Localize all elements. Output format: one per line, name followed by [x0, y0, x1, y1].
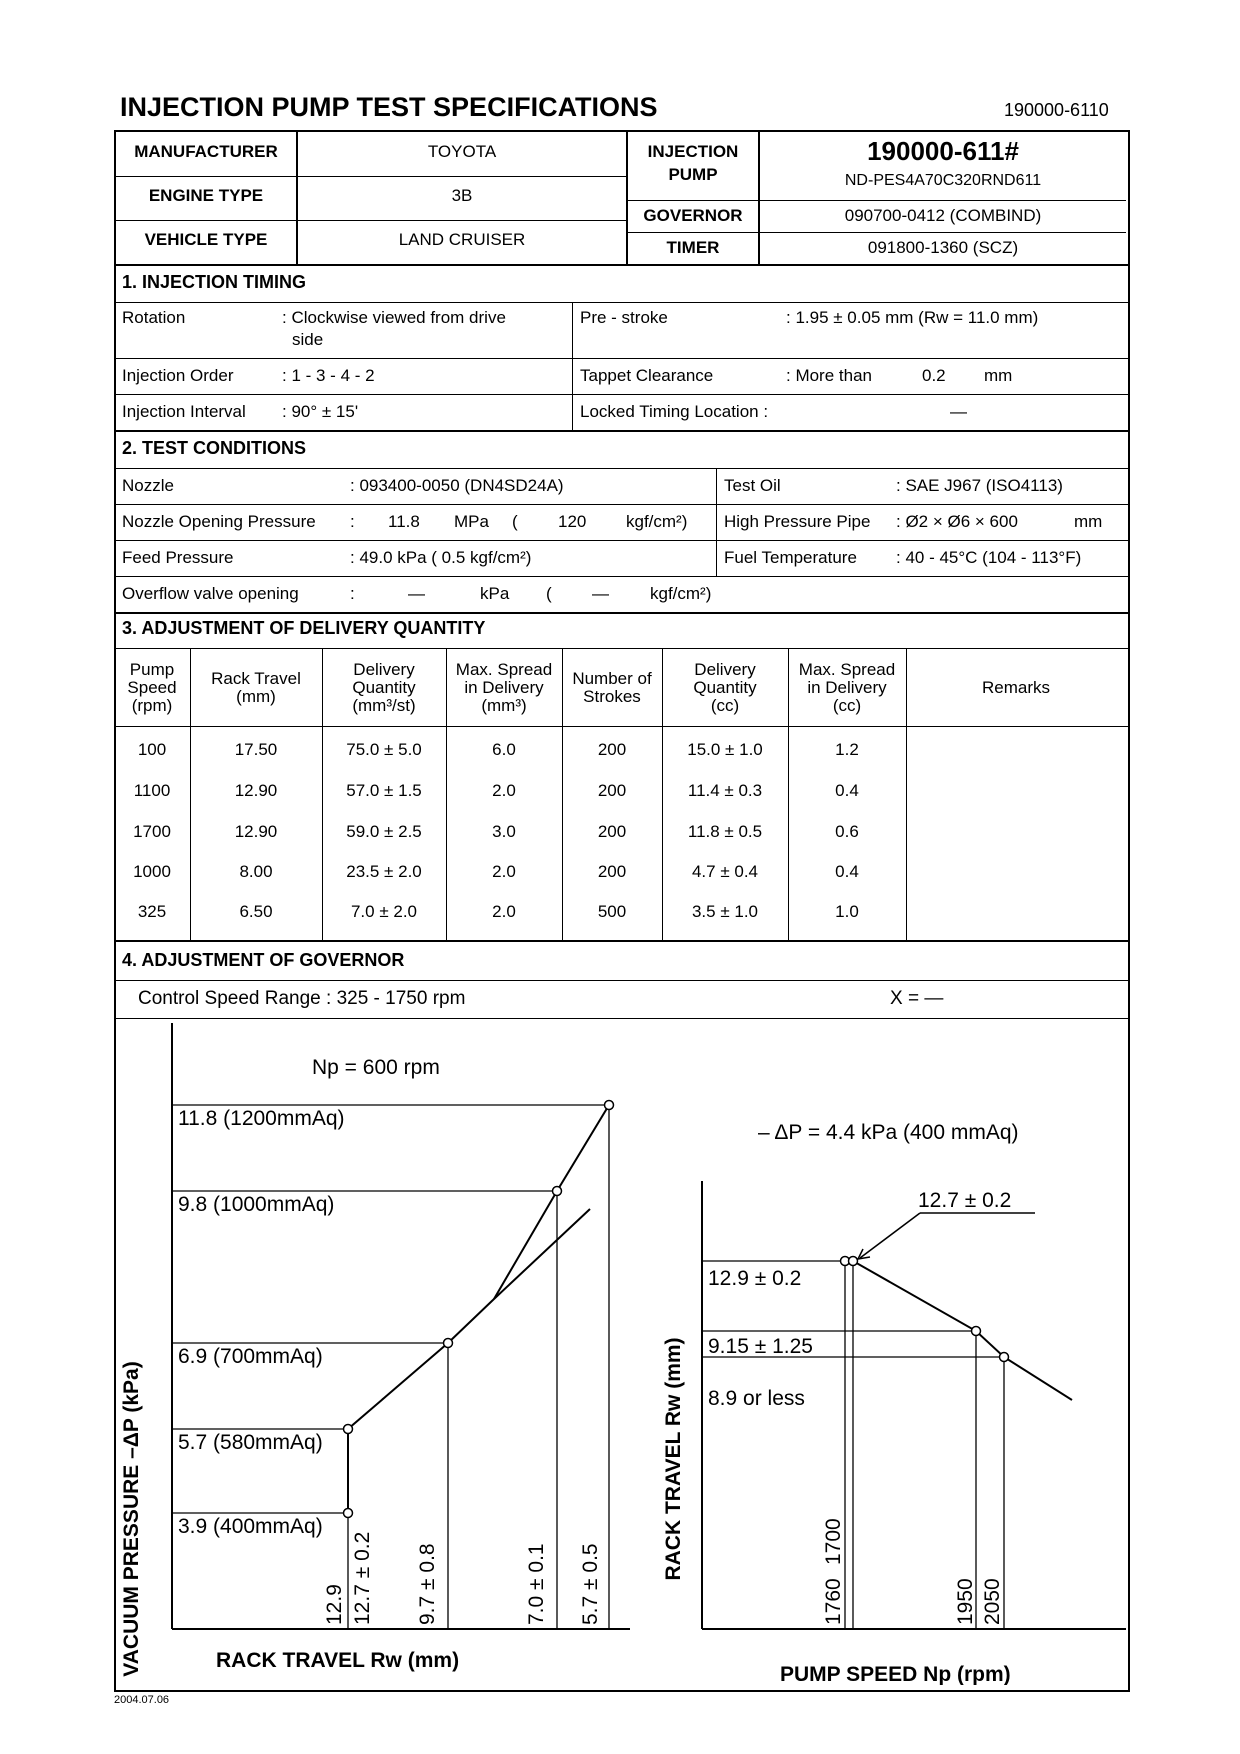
manufacturer-value: TOYOTA	[427, 142, 497, 161]
delivery-header-line: Number of	[572, 669, 652, 688]
table-cell: 23.5 ± 2.0	[346, 862, 422, 881]
table-cell: 7.0 ± 2.0	[350, 902, 418, 921]
section-injection-timing: 1. INJECTION TIMING	[122, 272, 307, 292]
table-cell: 57.0 ± 1.5	[346, 781, 422, 800]
delivery-header-line: Max. Spread	[455, 660, 553, 679]
injection-interval-value: : 90° ± 15'	[282, 402, 359, 421]
test-oil-label: Test Oil	[724, 476, 781, 495]
delivery-header-line: (mm)	[236, 687, 276, 706]
governor-curve	[348, 1105, 609, 1513]
pump-code: ND-PES4A70C320RND611	[844, 172, 1042, 189]
nop-paren: (	[512, 512, 518, 531]
vehicle-type-label: VEHICLE TYPE	[144, 230, 268, 249]
speed-mark-1950: 1950	[954, 1578, 977, 1625]
table-cell: 200	[597, 740, 627, 759]
governor-value: 090700-0412 (COMBIND)	[844, 206, 1042, 225]
delivery-header-line: (cc)	[832, 696, 862, 715]
table-cell: 12.90	[234, 781, 278, 800]
delta-p-label: – ΔP = 4.4 kPa (400 mmAq)	[758, 1121, 1019, 1144]
prestroke-label: Pre - stroke	[580, 308, 668, 327]
overflow-colon: :	[350, 584, 355, 603]
delivery-header-line: in Delivery	[464, 678, 544, 697]
high-pressure-pipe-unit: mm	[1074, 512, 1103, 531]
fuel-temperature-value: : 40 - 45°C (104 - 113°F)	[896, 548, 1082, 567]
control-speed-range: Control Speed Range : 325 - 1750 rpm	[138, 988, 466, 1009]
table-cell: 17.50	[234, 740, 278, 759]
rotation-value: : Clockwise viewed from drive	[282, 308, 506, 327]
rack-mark-7-0: 7.0 ± 0.1	[525, 1543, 548, 1625]
rack-travel-axis-label-right: RACK TRAVEL Rw (mm)	[662, 1337, 685, 1581]
nozzle-value: : 093400-0050 (DN4SD24A)	[350, 476, 564, 495]
delivery-header-line: (mm³)	[481, 696, 527, 715]
table-cell: 1.2	[835, 740, 859, 759]
delivery-header-line: (cc)	[710, 696, 740, 715]
speed-mark-1700: 1700	[822, 1518, 845, 1565]
engine-type-label: ENGINE TYPE	[148, 186, 264, 205]
injection-pump-label-1: INJECTION	[647, 142, 739, 161]
table-cell: 0.6	[835, 822, 859, 841]
overflow-paren: (	[546, 584, 552, 603]
table-cell: 4.7 ± 0.4	[691, 862, 759, 881]
table-cell: 200	[597, 822, 627, 841]
speed-mark-1760: 1760	[822, 1578, 845, 1625]
table-cell: 500	[597, 902, 627, 921]
document-number: 190000-6110	[1004, 100, 1109, 120]
table-cell: 100	[137, 740, 167, 759]
np-label: Np = 600 rpm	[312, 1056, 440, 1079]
level-label-5-7: 5.7 (580mmAq)	[178, 1431, 323, 1454]
nop-mpa-unit: MPa	[454, 512, 489, 531]
delivery-header-0	[114, 661, 190, 715]
table-cell: 8.00	[239, 862, 273, 881]
rack-travel-axis-label: RACK TRAVEL Rw (mm)	[216, 1649, 460, 1672]
page-title: INJECTION PUMP TEST SPECIFICATIONS	[120, 92, 658, 122]
delivery-header-line: Quantity	[352, 678, 416, 697]
table-cell: 3.0	[492, 822, 516, 841]
callout-label: 12.7 ± 0.2	[918, 1189, 1012, 1212]
locked-timing-label: Locked Timing Location :	[580, 402, 769, 421]
table-cell: 15.0 ± 1.0	[687, 740, 763, 759]
level-label-6-9: 6.9 (700mmAq)	[178, 1345, 323, 1368]
tappet-clearance-number: 0.2	[922, 366, 946, 385]
pump-number: 190000-611#	[867, 136, 1019, 166]
overflow-kpa-unit: kPa	[480, 584, 510, 603]
level-label-3-9: 3.9 (400mmAq)	[178, 1515, 323, 1538]
table-cell: 200	[597, 862, 627, 881]
feed-pressure-label: Feed Pressure	[122, 548, 234, 567]
nozzle-label: Nozzle	[122, 476, 174, 495]
injection-order-label: Injection Order	[122, 366, 234, 385]
table-cell: 2.0	[492, 902, 516, 921]
delivery-header-line: in Delivery	[807, 678, 887, 697]
delivery-header-line: Quantity	[693, 678, 757, 697]
fuel-temperature-label: Fuel Temperature	[724, 548, 857, 567]
overflow-kgf-unit: kgf/cm²)	[650, 584, 712, 603]
rack-level-8-9: 8.9 or less	[708, 1387, 805, 1410]
delivery-header-6	[788, 661, 906, 715]
locked-timing-value: —	[950, 402, 967, 421]
table-cell: 11.8 ± 0.5	[687, 822, 763, 841]
nozzle-opening-pressure-label: Nozzle Opening Pressure	[122, 512, 316, 531]
rack-mark-12-9: 12.9	[323, 1584, 346, 1625]
delivery-header-line: Speed	[127, 678, 177, 697]
rack-level-9-15: 9.15 ± 1.25	[708, 1335, 813, 1358]
high-pressure-pipe-value: : Ø2 × Ø6 × 600	[896, 512, 1018, 531]
table-cell: 75.0 ± 5.0	[346, 740, 422, 759]
x-value: X = —	[890, 988, 944, 1009]
overflow-kgf-value: —	[592, 584, 609, 603]
high-pressure-pipe-label: High Pressure Pipe	[724, 512, 871, 531]
rotation-value-cont: side	[292, 330, 324, 349]
nop-kgf-unit: kgf/cm²)	[626, 512, 688, 531]
rack-mark-5-7: 5.7 ± 0.5	[579, 1543, 602, 1625]
table-cell: 6.50	[239, 902, 273, 921]
table-cell: 2.0	[492, 781, 516, 800]
tappet-clearance-unit: mm	[984, 366, 1013, 385]
speed-curve-points	[841, 1257, 1009, 1362]
table-cell: 1100	[133, 781, 171, 800]
vehicle-type-value: LAND CRUISER	[398, 230, 526, 249]
pump-speed-axis-label: PUMP SPEED Np (rpm)	[780, 1663, 1011, 1685]
engine-type-value: 3B	[451, 186, 473, 205]
delivery-header-1	[190, 670, 322, 706]
rack-level-12-9: 12.9 ± 0.2	[708, 1267, 802, 1290]
manufacturer-label: MANUFACTURER	[134, 142, 278, 161]
delivery-header-line: Delivery	[694, 660, 756, 679]
vacuum-pressure-chart	[116, 1019, 646, 1685]
rack-mark-9-7: 9.7 ± 0.8	[416, 1543, 439, 1625]
injection-interval-label: Injection Interval	[122, 402, 246, 421]
nop-colon: :	[350, 512, 355, 531]
vacuum-pressure-axis-label: VACUUM PRESSURE –ΔP (kPa)	[120, 1361, 143, 1677]
callout-arrow	[858, 1213, 1035, 1259]
delivery-header-line: Pump	[129, 660, 175, 679]
table-cell: 59.0 ± 2.5	[346, 822, 422, 841]
delivery-header-line: Strokes	[583, 687, 641, 706]
nop-kgf-value: 120	[558, 512, 587, 531]
table-cell: 325	[137, 902, 167, 921]
section-governor: 4. ADJUSTMENT OF GOVERNOR	[122, 950, 405, 970]
table-cell: 1000	[133, 862, 171, 881]
delivery-header-line: Max. Spread	[798, 660, 896, 679]
delivery-header-3	[446, 661, 562, 715]
table-cell: 0.4	[835, 862, 859, 881]
table-cell: 1700	[133, 822, 171, 841]
prestroke-value: : 1.95 ± 0.05 mm (Rw = 11.0 mm)	[786, 308, 1039, 327]
timer-label: TIMER	[666, 238, 720, 257]
delivery-header-2	[322, 661, 446, 715]
injection-order-value: : 1 - 3 - 4 - 2	[282, 366, 375, 385]
table-cell: 12.90	[234, 822, 278, 841]
table-cell: 6.0	[492, 740, 516, 759]
rack-mark-12-7: 12.7 ± 0.2	[351, 1531, 374, 1625]
test-oil-value: : SAE J967 (ISO4113)	[896, 476, 1063, 495]
rack-level-lines	[702, 1261, 1004, 1629]
governor-label: GOVERNOR	[643, 206, 743, 225]
delivery-header-line: Remarks	[981, 678, 1050, 697]
table-cell: 3.5 ± 1.0	[691, 902, 759, 921]
table-cell: 0.4	[835, 781, 859, 800]
delivery-header-7	[906, 679, 1126, 697]
nop-mpa-value: 11.8	[388, 512, 420, 531]
delivery-header-5	[662, 661, 788, 715]
feed-pressure-value: : 49.0 kPa ( 0.5 kgf/cm²)	[350, 548, 532, 567]
injection-pump-label-2: PUMP	[668, 165, 718, 184]
overflow-valve-label: Overflow valve opening	[122, 584, 299, 603]
overflow-kpa-value: —	[408, 584, 425, 603]
footer-date: 2004.07.06	[114, 1694, 170, 1706]
rack-travel-chart	[650, 1019, 1126, 1685]
timer-value: 091800-1360 (SCZ)	[867, 238, 1019, 257]
table-cell: 200	[597, 781, 627, 800]
table-cell: 11.4 ± 0.3	[687, 781, 763, 800]
delivery-header-4	[562, 670, 662, 706]
tappet-clearance-value: : More than	[786, 366, 872, 385]
table-cell: 1.0	[835, 902, 859, 921]
rotation-label: Rotation	[122, 308, 186, 327]
delivery-header-line: Rack Travel	[211, 669, 301, 688]
delivery-header-line: (mm³/st)	[352, 696, 416, 715]
table-cell: 2.0	[492, 862, 516, 881]
tappet-clearance-label: Tappet Clearance	[580, 366, 714, 385]
level-label-11-8: 11.8 (1200mmAq)	[178, 1107, 345, 1130]
section-delivery-quantity: 3. ADJUSTMENT OF DELIVERY QUANTITY	[122, 618, 486, 638]
level-label-9-8: 9.8 (1000mmAq)	[178, 1193, 335, 1216]
delivery-header-line: (rpm)	[131, 696, 173, 715]
speed-mark-2050: 2050	[981, 1578, 1004, 1625]
section-test-conditions: 2. TEST CONDITIONS	[122, 438, 307, 458]
delivery-header-line: Delivery	[353, 660, 415, 679]
